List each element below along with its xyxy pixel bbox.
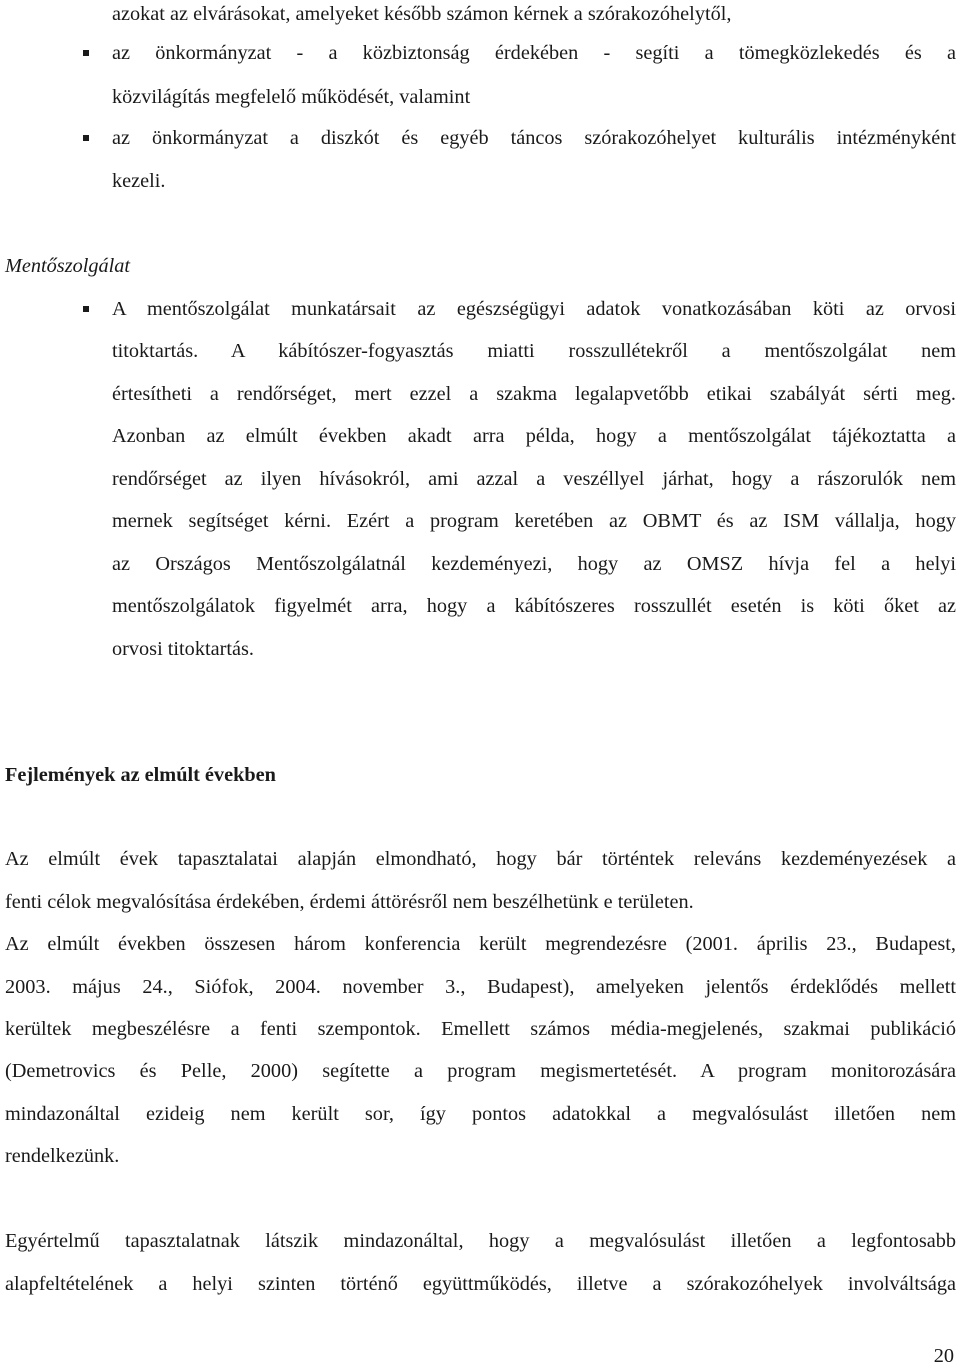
bullet-line: mentőszolgálatok figyelmét arra, hogy a kábítószeres rosszullét esetén is köti őket az bbox=[112, 595, 956, 617]
bullet-line: közvilágítás megfelelő működését, valamint bbox=[112, 86, 471, 108]
bullet-icon bbox=[83, 306, 89, 312]
paragraph-line: Az elmúlt években összesen három konferencia került megrendezésre (2001. április 23., Budapest, bbox=[5, 933, 956, 955]
bullet-line: Azonban az elmúlt években akadt arra példa, hogy a mentőszolgálat tájékoztatta a bbox=[112, 425, 956, 447]
section-heading: Fejlemények az elmúlt években bbox=[5, 764, 276, 786]
bullet-line: rendőrséget az ilyen hívásokról, ami azzal a veszéllyel járhat, hogy a rászorulók nem bbox=[112, 468, 956, 490]
bullet-line: mernek segítséget kérni. Ezért a program keretében az OBMT és az ISM vállalja, hogy bbox=[112, 510, 956, 532]
paragraph-line: (Demetrovics és Pelle, 2000) segítette a program megismertetését. A program monitorozására bbox=[5, 1060, 956, 1082]
section-subheading: Mentőszolgálat bbox=[5, 255, 131, 277]
bullet-line: értesítheti a rendőrséget, mert ezzel a szakma legalapvetőbb etikai szabályát sérti meg. bbox=[112, 383, 956, 405]
paragraph-line: mindazonáltal ezideig nem került sor, így pontos adatokkal a megvalósulást illetően nem bbox=[5, 1103, 956, 1125]
bullet-line: A mentőszolgálat munkatársait az egészségügyi adatok vonatkozásában köti az orvosi bbox=[112, 298, 956, 320]
page-number: 20 bbox=[933, 1345, 954, 1367]
bullet-line: titoktartás. A kábítószer-fogyasztás miatti rosszullétekről a mentőszolgálat nem bbox=[112, 340, 956, 362]
paragraph-line: alapfeltételének a helyi szinten történő együttműködés, illetve a szórakozóhelyek involváltsága bbox=[5, 1273, 956, 1295]
paragraph-line: rendelkezünk. bbox=[5, 1145, 120, 1167]
bullet-line: az önkormányzat - a közbiztonság érdekében - segíti a tömegközlekedés és a bbox=[112, 42, 956, 64]
paragraph-line: Az elmúlt évek tapasztalatai alapján elmondható, hogy bár történtek releváns kezdeményezések a bbox=[5, 848, 956, 870]
bullet-line: kezeli. bbox=[112, 170, 166, 192]
paragraph-line: kerültek megbeszélésre a fenti szempontok. Emellett számos média-megjelenés, szakmai publikáció bbox=[5, 1018, 956, 1040]
bullet-line: az önkormányzat a diszkót és egyéb táncos szórakozóhelyet kulturális intézményként bbox=[112, 127, 956, 149]
bullet-line: orvosi titoktartás. bbox=[112, 638, 254, 660]
paragraph-line: fenti célok megvalósítása érdekében, érdemi áttörésről nem beszélhetünk e területen. bbox=[5, 891, 694, 913]
bullet-icon bbox=[83, 135, 89, 141]
paragraph-line: Egyértelmű tapasztalatnak látszik mindazonáltal, hogy a megvalósulást illetően a legfontosabb bbox=[5, 1230, 956, 1252]
paragraph-line: azokat az elvárásokat, amelyeket később számon kérnek a szórakozóhelytől, bbox=[112, 3, 732, 25]
paragraph-line: 2003. május 24., Siófok, 2004. november 3., Budapest), amelyeken jelentős érdeklődés mellett bbox=[5, 976, 956, 998]
bullet-icon bbox=[83, 50, 89, 56]
bullet-line: az Országos Mentőszolgálatnál kezdeményezi, hogy az OMSZ hívja fel a helyi bbox=[112, 553, 956, 575]
